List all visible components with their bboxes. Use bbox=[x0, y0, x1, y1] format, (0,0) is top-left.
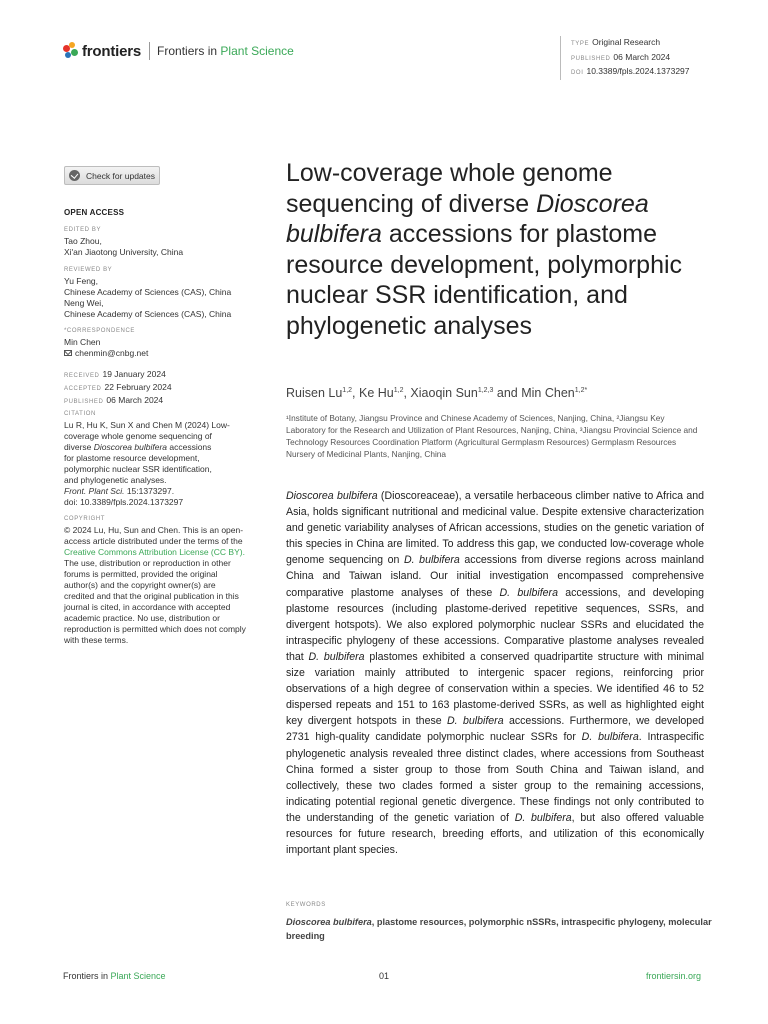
correspondence: *CORRESPONDENCE Min Chen chenmin@cnbg.net bbox=[64, 327, 249, 359]
abstract-text: plastomes exhibited a conserved quadripartite structure with minimal size variation mainly attributed to intergenic spacer regions, reinforcing prior observations of a high degree of conservation within a species. We identified 46 to 52 dispersed repeats and 151 to 163 plastome-derived SSRs, as well as highlighted eight key divergent hotspots in these bbox=[286, 650, 704, 728]
abstract-text: , but also offered valuable resources for future research, breeding efforts, and utilization of this economically important plant species. bbox=[286, 811, 704, 857]
brand-name: frontiers bbox=[82, 42, 142, 60]
author-name[interactable]: Xiaoqin Sun bbox=[410, 386, 478, 400]
species-name: D. bulbifera bbox=[404, 554, 460, 567]
footer-site-link[interactable]: frontiersin.org bbox=[646, 971, 702, 981]
author-name[interactable]: Min Chen bbox=[521, 386, 575, 400]
abstract-text: accessions, and developing plastome resources (including plastome-derived repetitive sequences, SSRs, and divergent hotspots). We also explored polymorphic nuclear SSRs and elucidated the intraspecific phylogeny of these accessions. Comparative plastome analyses revealed that bbox=[286, 586, 704, 663]
check-icon bbox=[69, 170, 80, 181]
author-list: Ruisen Lu$^{1,2}$, Ke Hu$^{1,2}$, Xiaoqin Sun$^{1,2,3}$ and Min Chen$^{1,2*}$ bbox=[286, 386, 588, 400]
author-affiliation-marker: 1,2 bbox=[393, 386, 404, 394]
species-name: D. bulbifera bbox=[581, 731, 639, 744]
journal-name[interactable]: Frontiers in Plant Science bbox=[157, 44, 294, 58]
abstract-text: . Intraspecific phylogenetic analysis revealed three distinct clades, where accessions from Southeast China formed a sister group to those from South China and Taiwan island, and collectively, these two clades formed a sister group to the remaining accessions, indicating potential regional genetic divergence. These findings not only contributed to the understanding of the genetic variation of bbox=[286, 731, 704, 824]
species-name: D. bulbifera bbox=[514, 811, 572, 824]
correspondence-email[interactable]: chenmin@cnbg.net bbox=[64, 348, 249, 359]
author-affiliation-marker: 1,2* bbox=[574, 386, 588, 394]
abstract-text: (Dioscoreaceae), a versatile herbaceous climber native to Africa and Asia, holds significant nutritional and medicinal value. Despite extensive characterization and genetic variability analyses of African accessions, studies on the genetic variation of this species in China are limited. To address this gap, we conducted low-coverage whole genome sequencing on bbox=[286, 490, 704, 567]
species-name: D. bulbifera bbox=[308, 650, 365, 663]
author-affiliation-marker: 1,2,3 bbox=[477, 386, 494, 394]
citation-doi[interactable]: doi: 10.3389/fpls.2024.1373297 bbox=[64, 497, 184, 507]
mail-icon bbox=[64, 350, 72, 356]
abstract-text: accessions from diverse regions across mainland China and Taiwan island. Our initial investigation encompassed comprehensive comparative plastome analyses of these bbox=[286, 554, 704, 599]
frontiers-logo[interactable] bbox=[63, 42, 294, 60]
page-number: 01 bbox=[379, 971, 390, 981]
keywords: Dioscorea bulbifera, plastome resources, polymorphic nSSRs, intraspecific phylogeny, molecular breeding bbox=[286, 917, 712, 941]
dates: RECEIVED 19 January 2024 ACCEPTED 22 February 2024 PUBLISHED 06 March 2024 bbox=[64, 369, 172, 405]
footer-journal[interactable]: Frontiers in Plant Science bbox=[63, 971, 166, 981]
header-divider bbox=[149, 42, 150, 60]
license-link[interactable]: Creative Commons Attribution License (CC BY). bbox=[64, 547, 245, 557]
abstract bbox=[286, 488, 704, 858]
article-type: Original Research bbox=[592, 37, 661, 47]
article-title: Low-coverage whole genome sequencing of diverse Dioscorea bulbifera accessions for plastome resource development, polymorphic nuclear SSR identification, and phylogenetic analyses bbox=[286, 159, 683, 340]
frontiers-logo-icon bbox=[63, 42, 79, 60]
edited-by: EDITED BY Tao Zhou, Xi'an Jiaotong University, China bbox=[64, 227, 184, 257]
species-name: Dioscorea bulbifera bbox=[286, 490, 378, 502]
citation: CITATION Lu R, Hu K, Sun X and Chen M (2024) Low- coverage whole genome sequencing of diverse Dioscorea bulbifera accessions for plastome resource development, polymorphic nuclear SSR identification, and phylogenetic analyses. Front. Plant Sci. 15:1373297. doi: 10.3389/fpls.2024.1373297 bbox=[64, 410, 249, 508]
affiliations: ¹Institute of Botany, Jiangsu Province and Chinese Academy of Sciences, Nanjing, China, ²Jiangsu Key Laboratory for the Research and Utilization of Plant Resources, Nanjing, China, ³Jiangsu Provincial Science and Technology Resources Coordination Platform (Agricultural Germplasm Resources) Germplasm Resources Nursery of Medicinal Plants, Nanjing, China bbox=[286, 413, 698, 459]
copyright: COPYRIGHT © 2024 Lu, Hu, Sun and Chen. This is an open-access article distributed under the terms of the Creative Commons Attribution License (CC BY). The use, distribution or reproduction in other forums is permitted, provided the original author(s) and the copyright owner(s) are credited and that the original publication in this journal is cited, in accordance with accepted academic practice. No use, distribution or reproduction is permitted which does not comply with these terms. bbox=[64, 516, 246, 645]
species-name: D. bulbifera bbox=[499, 586, 558, 599]
species-name: D. bulbifera bbox=[447, 715, 504, 728]
keywords-label: KEYWORDS bbox=[286, 902, 326, 908]
author-name[interactable]: Ke Hu bbox=[358, 386, 394, 400]
author-name[interactable]: Ruisen Lu bbox=[286, 386, 343, 400]
article-meta: TYPE Original Research PUBLISHED 06 March 2024 DOI 10.3389/fpls.2024.1373297 bbox=[560, 36, 690, 80]
abstract-text: accessions. Furthermore, we developed 2731 high-quality candidate polymorphic nuclear SSRs for bbox=[286, 715, 704, 744]
check-for-updates-button[interactable]: Check for updates bbox=[64, 166, 160, 185]
published-date: 06 March 2024 bbox=[613, 51, 671, 62]
author-affiliation-marker: 1,2 bbox=[342, 386, 353, 394]
doi-link[interactable]: 10.3389/fpls.2024.1373297 bbox=[586, 66, 690, 76]
reviewed-by: REVIEWED BY Yu Feng, Chinese Academy of Sciences (CAS), China Neng Wei, Chinese Academy of Sciences (CAS), China bbox=[64, 267, 232, 319]
open-access-label: OPEN ACCESS bbox=[64, 208, 125, 217]
